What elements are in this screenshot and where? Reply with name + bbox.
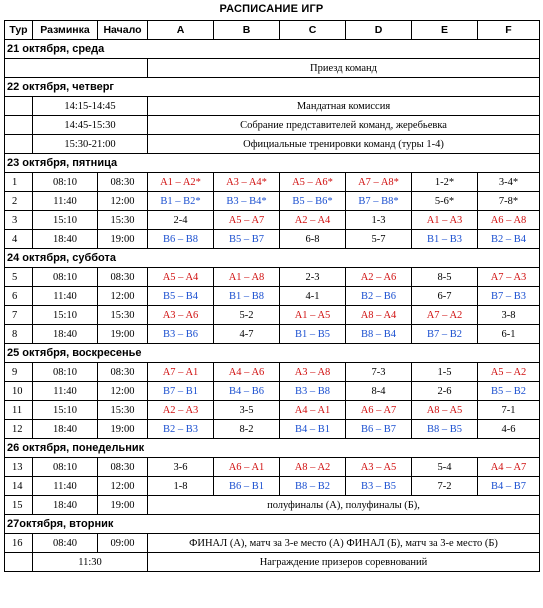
round-row (5, 458, 540, 477)
info-time: 15:30-21:00 (33, 135, 148, 154)
warmup-time: 18:40 (33, 420, 98, 439)
match-cell-d: A7 – A8* (346, 173, 412, 192)
day-header: 24 октября, суббота (5, 249, 540, 268)
match-cell-b: A3 – A4* (214, 173, 280, 192)
round-note: ФИНАЛ (А), матч за 3-е место (А) ФИНАЛ (Б), матч за 3-е место (Б) (148, 534, 540, 553)
tour-number: 16 (5, 534, 33, 553)
match-cell-d: A6 – A7 (346, 401, 412, 420)
match-cell-e: 1-5 (412, 363, 478, 382)
round-row (5, 420, 540, 439)
match-cell-d: B8 – B4 (346, 325, 412, 344)
day-header: 25 октября, воскресенье (5, 344, 540, 363)
tour-number: 12 (5, 420, 33, 439)
match-cell-b: B4 – B6 (214, 382, 280, 401)
match-cell-e: A8 – A5 (412, 401, 478, 420)
info-text: Официальные тренировки команд (туры 1-4) (148, 135, 540, 154)
match-cell-a: 3-6 (148, 458, 214, 477)
match-cell-e: 1-2* (412, 173, 478, 192)
warmup-time: 15:10 (33, 211, 98, 230)
start-time: 09:00 (98, 534, 148, 553)
col-header-f: F (478, 21, 540, 40)
round-row (5, 230, 540, 249)
round-row (5, 192, 540, 211)
match-cell-c: 4-1 (280, 287, 346, 306)
match-cell-d: B7 – B8* (346, 192, 412, 211)
match-cell-f: A4 – A7 (478, 458, 540, 477)
warmup-time: 08:10 (33, 363, 98, 382)
warmup-time: 08:40 (33, 534, 98, 553)
warmup-time: 11:40 (33, 477, 98, 496)
info-text: Собрание представителей команд, жеребьевка (148, 116, 540, 135)
match-cell-d: 7-3 (346, 363, 412, 382)
match-cell-f: A7 – A3 (478, 268, 540, 287)
match-cell-f: 3-4* (478, 173, 540, 192)
col-header-b: B (214, 21, 280, 40)
closing-time: 11:30 (33, 553, 148, 572)
col-header-c: C (280, 21, 346, 40)
schedule-table (4, 20, 540, 572)
blank-cell (5, 553, 33, 572)
tour-number: 9 (5, 363, 33, 382)
col-header-d: D (346, 21, 412, 40)
tour-number: 1 (5, 173, 33, 192)
warmup-time: 08:10 (33, 268, 98, 287)
start-time: 19:00 (98, 230, 148, 249)
start-time: 08:30 (98, 173, 148, 192)
match-cell-a: B1 – B2* (148, 192, 214, 211)
match-cell-b: 5-2 (214, 306, 280, 325)
match-cell-e: A7 – A2 (412, 306, 478, 325)
match-cell-c: B3 – B8 (280, 382, 346, 401)
tour-number: 14 (5, 477, 33, 496)
match-cell-e: B7 – B2 (412, 325, 478, 344)
round-row (5, 211, 540, 230)
start-time: 08:30 (98, 363, 148, 382)
col-header-warmup: Разминка (33, 21, 98, 40)
match-cell-d: 5-7 (346, 230, 412, 249)
start-time: 19:00 (98, 496, 148, 515)
info-row (5, 97, 540, 116)
day-header: 21 октября, среда (5, 40, 540, 59)
match-cell-b: 3-5 (214, 401, 280, 420)
info-time: 14:15-14:45 (33, 97, 148, 116)
tour-number: 15 (5, 496, 33, 515)
match-cell-e: 7-2 (412, 477, 478, 496)
start-time: 19:00 (98, 420, 148, 439)
match-cell-a: 1-8 (148, 477, 214, 496)
start-time: 12:00 (98, 192, 148, 211)
warmup-time: 15:10 (33, 401, 98, 420)
match-cell-c: A4 – A1 (280, 401, 346, 420)
match-cell-c: B8 – B2 (280, 477, 346, 496)
round-row (5, 287, 540, 306)
match-cell-d: B2 – B6 (346, 287, 412, 306)
match-cell-c: A2 – A4 (280, 211, 346, 230)
warmup-time: 11:40 (33, 287, 98, 306)
day-header: 23 октября, пятница (5, 154, 540, 173)
match-cell-e: B8 – B5 (412, 420, 478, 439)
match-cell-c: 6-8 (280, 230, 346, 249)
page-title: РАСПИСАНИЕ ИГР (219, 3, 324, 15)
info-row (5, 116, 540, 135)
match-cell-e: 5-4 (412, 458, 478, 477)
match-cell-c: B4 – B1 (280, 420, 346, 439)
match-cell-d: B3 – B5 (346, 477, 412, 496)
blank-cell (5, 135, 33, 154)
match-cell-a: A5 – A4 (148, 268, 214, 287)
warmup-time: 11:40 (33, 382, 98, 401)
info-text: Приезд команд (148, 59, 540, 78)
round-row (5, 268, 540, 287)
round-row (5, 534, 540, 553)
info-row (5, 59, 540, 78)
tour-number: 3 (5, 211, 33, 230)
tour-number: 13 (5, 458, 33, 477)
closing-text: Награждение призеров соревнований (148, 553, 540, 572)
col-header-e: E (412, 21, 478, 40)
warmup-time: 08:10 (33, 173, 98, 192)
tour-number: 4 (5, 230, 33, 249)
match-cell-e: 8-5 (412, 268, 478, 287)
match-cell-b: A5 – A7 (214, 211, 280, 230)
col-header-tour: Тур (5, 21, 33, 40)
blank-cell (5, 59, 148, 78)
tour-number: 8 (5, 325, 33, 344)
match-cell-e: 6-7 (412, 287, 478, 306)
match-cell-a: B3 – B6 (148, 325, 214, 344)
round-row (5, 401, 540, 420)
tour-number: 7 (5, 306, 33, 325)
day-header: 26 октября, понедельник (5, 439, 540, 458)
match-cell-a: B2 – B3 (148, 420, 214, 439)
match-cell-d: B6 – B7 (346, 420, 412, 439)
tour-number: 5 (5, 268, 33, 287)
match-cell-e: 5-6* (412, 192, 478, 211)
round-row (5, 173, 540, 192)
info-text: Мандатная комиссия (148, 97, 540, 116)
match-cell-c: B5 – B6* (280, 192, 346, 211)
match-cell-b: B3 – B4* (214, 192, 280, 211)
match-cell-b: B1 – B8 (214, 287, 280, 306)
match-cell-d: A8 – A4 (346, 306, 412, 325)
match-cell-f: 4-6 (478, 420, 540, 439)
info-row (5, 135, 540, 154)
match-cell-c: A3 – A8 (280, 363, 346, 382)
match-cell-f: B2 – B4 (478, 230, 540, 249)
tour-number: 11 (5, 401, 33, 420)
day-header: 27октября, вторник (5, 515, 540, 534)
match-cell-a: A3 – A6 (148, 306, 214, 325)
start-time: 15:30 (98, 401, 148, 420)
closing-row (5, 553, 540, 572)
match-cell-d: A3 – A5 (346, 458, 412, 477)
tour-number: 6 (5, 287, 33, 306)
match-cell-a: B7 – B1 (148, 382, 214, 401)
match-cell-f: 3-8 (478, 306, 540, 325)
match-cell-b: 8-2 (214, 420, 280, 439)
match-cell-a: A1 – A2* (148, 173, 214, 192)
start-time: 15:30 (98, 211, 148, 230)
start-time: 08:30 (98, 458, 148, 477)
warmup-time: 15:10 (33, 306, 98, 325)
round-row (5, 306, 540, 325)
match-cell-c: A5 – A6* (280, 173, 346, 192)
round-row (5, 363, 540, 382)
match-cell-c: B1 – B5 (280, 325, 346, 344)
tour-number: 2 (5, 192, 33, 211)
match-cell-f: B7 – B3 (478, 287, 540, 306)
start-time: 12:00 (98, 382, 148, 401)
match-cell-d: 8-4 (346, 382, 412, 401)
match-cell-c: A1 – A5 (280, 306, 346, 325)
match-cell-f: 6-1 (478, 325, 540, 344)
match-cell-e: A1 – A3 (412, 211, 478, 230)
match-cell-f: B5 – B2 (478, 382, 540, 401)
warmup-time: 11:40 (33, 192, 98, 211)
start-time: 12:00 (98, 477, 148, 496)
header-row (5, 21, 540, 40)
round-row (5, 496, 540, 515)
match-cell-c: A8 – A2 (280, 458, 346, 477)
match-cell-b: 4-7 (214, 325, 280, 344)
start-time: 12:00 (98, 287, 148, 306)
match-cell-d: A2 – A6 (346, 268, 412, 287)
round-row (5, 325, 540, 344)
warmup-time: 18:40 (33, 230, 98, 249)
match-cell-a: A7 – A1 (148, 363, 214, 382)
match-cell-f: A6 – A8 (478, 211, 540, 230)
round-row (5, 382, 540, 401)
match-cell-b: A1 – A8 (214, 268, 280, 287)
round-row (5, 477, 540, 496)
match-cell-f: 7-1 (478, 401, 540, 420)
start-time: 19:00 (98, 325, 148, 344)
match-cell-b: A4 – A6 (214, 363, 280, 382)
tour-number: 10 (5, 382, 33, 401)
match-cell-f: B4 – B7 (478, 477, 540, 496)
match-cell-f: A5 – A2 (478, 363, 540, 382)
match-cell-a: A2 – A3 (148, 401, 214, 420)
day-header: 22 октября, четверг (5, 78, 540, 97)
warmup-time: 18:40 (33, 496, 98, 515)
start-time: 08:30 (98, 268, 148, 287)
blank-cell (5, 97, 33, 116)
col-header-start: Начало (98, 21, 148, 40)
match-cell-b: B6 – B1 (214, 477, 280, 496)
match-cell-a: 2-4 (148, 211, 214, 230)
start-time: 15:30 (98, 306, 148, 325)
match-cell-f: 7-8* (478, 192, 540, 211)
match-cell-a: B6 – B8 (148, 230, 214, 249)
match-cell-a: B5 – B4 (148, 287, 214, 306)
match-cell-b: B5 – B7 (214, 230, 280, 249)
match-cell-c: 2-3 (280, 268, 346, 287)
match-cell-b: A6 – A1 (214, 458, 280, 477)
match-cell-d: 1-3 (346, 211, 412, 230)
match-cell-e: B1 – B3 (412, 230, 478, 249)
match-cell-e: 2-6 (412, 382, 478, 401)
warmup-time: 08:10 (33, 458, 98, 477)
warmup-time: 18:40 (33, 325, 98, 344)
col-header-a: A (148, 21, 214, 40)
info-time: 14:45-15:30 (33, 116, 148, 135)
blank-cell (5, 116, 33, 135)
round-note: полуфиналы (А), полуфиналы (Б), (148, 496, 540, 515)
